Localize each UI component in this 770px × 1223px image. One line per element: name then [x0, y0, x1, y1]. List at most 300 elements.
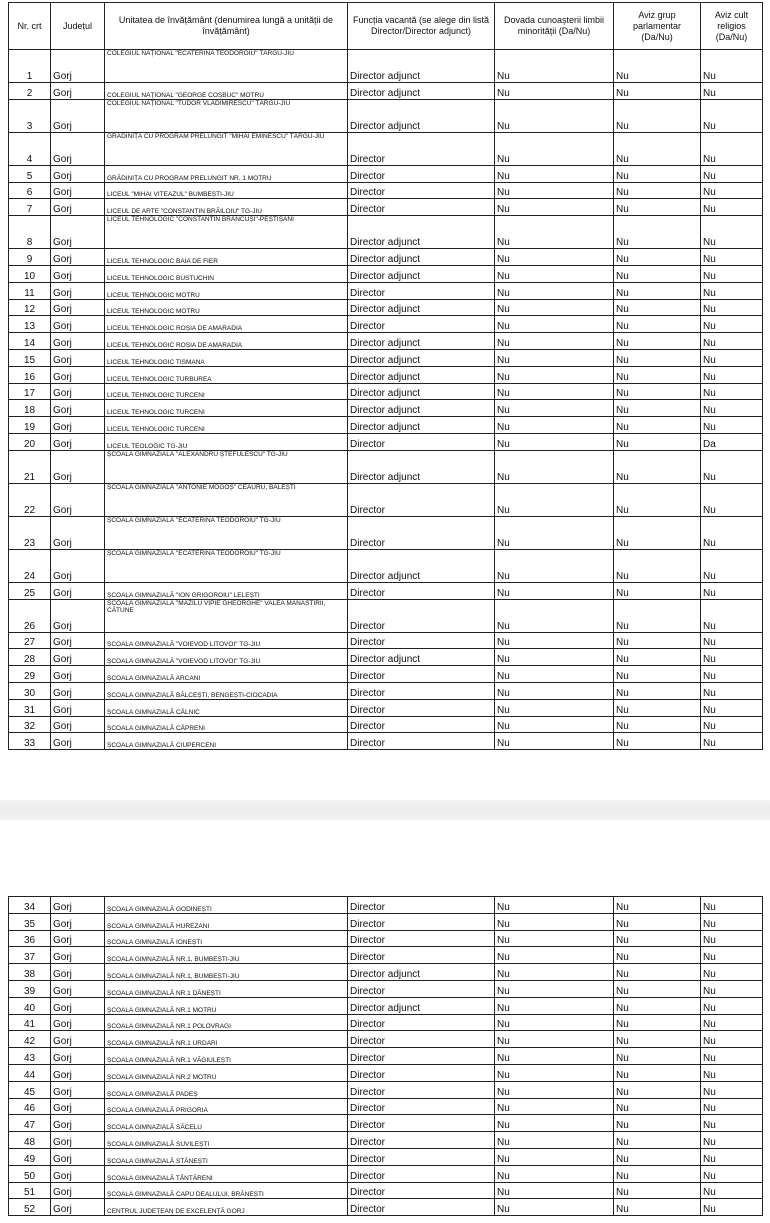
- cell-aviz-grup: Nu: [614, 366, 701, 383]
- cell-nr: 22: [9, 483, 51, 516]
- cell-judet: Gorj: [51, 316, 105, 333]
- cell-unitate: ȘCOALA GIMNAZIALĂ "MAZILU VIPIE GHEORGHE" VALEA MĂNĂSTIRII, CĂTUNE: [105, 599, 348, 632]
- cell-nr: 31: [9, 699, 51, 716]
- cell-nr: 48: [9, 1132, 51, 1149]
- cell-aviz-grup: Nu: [614, 1048, 701, 1065]
- table-row: [9, 1199, 763, 1216]
- cell-judet: Gorj: [51, 716, 105, 733]
- cell-nr: 1: [9, 50, 51, 83]
- cell-nr: 23: [9, 516, 51, 549]
- cell-unitate: LICEUL TEHNOLOGIC TURCENI: [105, 383, 348, 400]
- cell-dovada: Nu: [495, 483, 614, 516]
- table-row: [9, 599, 763, 632]
- cell-judet: Gorj: [51, 1098, 105, 1115]
- cell-aviz-grup: Nu: [614, 913, 701, 930]
- cell-unitate: ȘCOALA GIMNAZIALĂ NR.1 VĂGIULEȘTI: [105, 1048, 348, 1065]
- cell-aviz-grup: Nu: [614, 265, 701, 282]
- cell-functie: Director adjunct: [348, 450, 495, 483]
- cell-aviz-grup: Nu: [614, 1182, 701, 1199]
- cell-nr: 43: [9, 1048, 51, 1065]
- cell-dovada: Nu: [495, 1081, 614, 1098]
- cell-aviz-grup: Nu: [614, 249, 701, 266]
- table-row: [9, 1148, 763, 1165]
- cell-aviz-grup: Nu: [614, 599, 701, 632]
- table-row: [9, 83, 763, 100]
- header-dovada: Dovada cunoașterii limbii minorității (Da/Nu): [495, 3, 614, 50]
- table-row: [9, 682, 763, 699]
- cell-functie: Director adjunct: [348, 216, 495, 249]
- cell-functie: Director adjunct: [348, 50, 495, 83]
- cell-judet: Gorj: [51, 1165, 105, 1182]
- cell-nr: 37: [9, 947, 51, 964]
- table-row: [9, 913, 763, 930]
- cell-dovada: Nu: [495, 930, 614, 947]
- cell-aviz-grup: Nu: [614, 516, 701, 549]
- cell-dovada: Nu: [495, 599, 614, 632]
- cell-nr: 4: [9, 132, 51, 165]
- cell-aviz-cult: Nu: [701, 599, 763, 632]
- cell-aviz-cult: Nu: [701, 549, 763, 582]
- cell-nr: 34: [9, 897, 51, 914]
- cell-dovada: Nu: [495, 1048, 614, 1065]
- cell-judet: Gorj: [51, 1148, 105, 1165]
- cell-unitate: LICEUL TEHNOLOGIC MOTRU: [105, 299, 348, 316]
- cell-unitate: ȘCOALA GIMNAZIALĂ NR.1, BUMBEȘTI-JIU: [105, 964, 348, 981]
- cell-unitate: ȘCOALA GIMNAZIALĂ NR.1, BUMBEȘTI-JIU: [105, 947, 348, 964]
- table-row: [9, 1048, 763, 1065]
- cell-aviz-grup: Nu: [614, 897, 701, 914]
- cell-dovada: Nu: [495, 316, 614, 333]
- cell-aviz-cult: Nu: [701, 1165, 763, 1182]
- cell-aviz-grup: Nu: [614, 1115, 701, 1132]
- cell-unitate: LICEUL TEHNOLOGIC TURCENI: [105, 417, 348, 434]
- cell-aviz-cult: Nu: [701, 930, 763, 947]
- cell-nr: 20: [9, 433, 51, 450]
- cell-judet: Gorj: [51, 997, 105, 1014]
- header-unitatea: Unitatea de învățământ (denumirea lungă a unității de învățământ): [105, 3, 348, 50]
- cell-aviz-grup: Nu: [614, 417, 701, 434]
- cell-unitate: LICEUL TEHNOLOGIC TURCENI: [105, 400, 348, 417]
- cell-aviz-grup: Nu: [614, 1132, 701, 1149]
- cell-aviz-grup: Nu: [614, 349, 701, 366]
- cell-unitate: ȘCOALA GIMNAZIALĂ CĂLNIC: [105, 699, 348, 716]
- cell-judet: Gorj: [51, 930, 105, 947]
- table-row: [9, 1014, 763, 1031]
- cell-dovada: Nu: [495, 716, 614, 733]
- cell-functie: Director adjunct: [348, 333, 495, 350]
- cell-dovada: Nu: [495, 417, 614, 434]
- cell-aviz-grup: Nu: [614, 316, 701, 333]
- cell-dovada: Nu: [495, 265, 614, 282]
- table-row: [9, 299, 763, 316]
- cell-aviz-grup: Nu: [614, 216, 701, 249]
- cell-unitate: ȘCOALA GIMNAZIALĂ "ALEXANDRU ȘTEFULESCU" TG-JIU: [105, 450, 348, 483]
- cell-aviz-cult: Nu: [701, 649, 763, 666]
- cell-judet: Gorj: [51, 733, 105, 750]
- cell-dovada: Nu: [495, 50, 614, 83]
- cell-unitate: ȘCOALA GIMNAZIALĂ GODINEȘTI: [105, 897, 348, 914]
- table-row: [9, 649, 763, 666]
- cell-aviz-grup: Nu: [614, 964, 701, 981]
- cell-dovada: Nu: [495, 649, 614, 666]
- cell-dovada: Nu: [495, 400, 614, 417]
- cell-functie: Director: [348, 516, 495, 549]
- cell-nr: 42: [9, 1031, 51, 1048]
- cell-nr: 19: [9, 417, 51, 434]
- table-row: [9, 716, 763, 733]
- cell-judet: Gorj: [51, 699, 105, 716]
- cell-dovada: Nu: [495, 333, 614, 350]
- cell-judet: Gorj: [51, 549, 105, 582]
- cell-unitate: ȘCOALA GIMNAZIALĂ "ECATERINA TEODOROIU" TG-JIU: [105, 516, 348, 549]
- cell-functie: Director: [348, 316, 495, 333]
- table-row: [9, 947, 763, 964]
- cell-judet: Gorj: [51, 417, 105, 434]
- cell-dovada: Nu: [495, 1014, 614, 1031]
- cell-unitate: ȘCOALA GIMNAZIALĂ "ION GRIGOROIU" LELEȘTI: [105, 582, 348, 599]
- cell-unitate: ȘCOALA GIMNAZIALĂ NR.1 POLOVRAGI: [105, 1014, 348, 1031]
- cell-judet: Gorj: [51, 1048, 105, 1065]
- cell-aviz-grup: Nu: [614, 333, 701, 350]
- cell-aviz-cult: Nu: [701, 716, 763, 733]
- cell-aviz-cult: Nu: [701, 980, 763, 997]
- cell-aviz-grup: Nu: [614, 549, 701, 582]
- table-row: [9, 282, 763, 299]
- cell-judet: Gorj: [51, 964, 105, 981]
- cell-aviz-cult: Nu: [701, 1014, 763, 1031]
- cell-nr: 11: [9, 282, 51, 299]
- cell-aviz-cult: Nu: [701, 99, 763, 132]
- cell-nr: 14: [9, 333, 51, 350]
- cell-functie: Director: [348, 682, 495, 699]
- cell-functie: Director: [348, 897, 495, 914]
- cell-unitate: LICEUL TEHNOLOGIC "CONSTANTIN BRÂNCUȘI"-PEȘTIȘANI: [105, 216, 348, 249]
- cell-aviz-cult: Nu: [701, 1064, 763, 1081]
- cell-nr: 25: [9, 582, 51, 599]
- cell-nr: 12: [9, 299, 51, 316]
- table-row: [9, 417, 763, 434]
- cell-aviz-grup: Nu: [614, 682, 701, 699]
- cell-unitate: COLEGIUL NAȚIONAL "TUDOR VLADIMIRESCU" TÂRGU-JIU: [105, 99, 348, 132]
- cell-functie: Director: [348, 1182, 495, 1199]
- cell-judet: Gorj: [51, 1199, 105, 1216]
- cell-unitate: ȘCOALA GIMNAZIALĂ ARCANI: [105, 666, 348, 683]
- cell-functie: Director: [348, 182, 495, 199]
- cell-aviz-cult: Nu: [701, 632, 763, 649]
- cell-aviz-cult: Nu: [701, 199, 763, 216]
- cell-aviz-cult: Nu: [701, 682, 763, 699]
- cell-functie: Director: [348, 980, 495, 997]
- cell-dovada: Nu: [495, 1098, 614, 1115]
- cell-unitate: LICEUL TEHNOLOGIC MOTRU: [105, 282, 348, 299]
- cell-dovada: Nu: [495, 582, 614, 599]
- cell-judet: Gorj: [51, 516, 105, 549]
- cell-dovada: Nu: [495, 216, 614, 249]
- cell-aviz-cult: Nu: [701, 249, 763, 266]
- cell-aviz-grup: Nu: [614, 980, 701, 997]
- cell-aviz-cult: Nu: [701, 1098, 763, 1115]
- cell-functie: Director: [348, 930, 495, 947]
- table-row: [9, 165, 763, 182]
- cell-aviz-cult: Nu: [701, 282, 763, 299]
- table-row: [9, 699, 763, 716]
- cell-dovada: Nu: [495, 282, 614, 299]
- cell-unitate: LICEUL TEHNOLOGIC BAIA DE FIER: [105, 249, 348, 266]
- cell-judet: Gorj: [51, 299, 105, 316]
- cell-aviz-grup: Nu: [614, 299, 701, 316]
- cell-dovada: Nu: [495, 132, 614, 165]
- cell-aviz-grup: Nu: [614, 699, 701, 716]
- cell-functie: Director adjunct: [348, 99, 495, 132]
- cell-aviz-cult: Nu: [701, 1115, 763, 1132]
- cell-functie: Director: [348, 132, 495, 165]
- cell-unitate: ȘCOALA GIMNAZIALĂ PRIGORIA: [105, 1098, 348, 1115]
- cell-aviz-grup: Nu: [614, 1148, 701, 1165]
- cell-nr: 49: [9, 1148, 51, 1165]
- cell-aviz-grup: Nu: [614, 930, 701, 947]
- cell-functie: Director: [348, 1031, 495, 1048]
- cell-dovada: Nu: [495, 1031, 614, 1048]
- cell-unitate: LICEUL TEOLOGIC TG-JIU: [105, 433, 348, 450]
- cell-unitate: ȘCOALA GIMNAZIALĂ NR.1 URDARI: [105, 1031, 348, 1048]
- cell-unitate: ȘCOALA GIMNAZIALĂ BĂLCEȘTI, BENGEȘTI-CIOCADIA: [105, 682, 348, 699]
- cell-unitate: CENTRUL JUDEȚEAN DE EXCELENȚĂ GORJ: [105, 1199, 348, 1216]
- cell-nr: 28: [9, 649, 51, 666]
- cell-unitate: ȘCOALA GIMNAZIALĂ HUREZANI: [105, 913, 348, 930]
- cell-aviz-cult: Nu: [701, 316, 763, 333]
- cell-functie: Director adjunct: [348, 997, 495, 1014]
- cell-functie: Director: [348, 947, 495, 964]
- cell-aviz-cult: Nu: [701, 666, 763, 683]
- cell-nr: 33: [9, 733, 51, 750]
- header-aviz-grup: Aviz grup parlamentar (Da/Nu): [614, 3, 701, 50]
- table-row: [9, 333, 763, 350]
- cell-dovada: Nu: [495, 699, 614, 716]
- cell-nr: 9: [9, 249, 51, 266]
- table-row: [9, 666, 763, 683]
- cell-aviz-grup: Nu: [614, 199, 701, 216]
- cell-nr: 17: [9, 383, 51, 400]
- cell-aviz-cult: Nu: [701, 132, 763, 165]
- cell-functie: Director adjunct: [348, 549, 495, 582]
- cell-nr: 13: [9, 316, 51, 333]
- table-row: [9, 216, 763, 249]
- cell-functie: Director: [348, 1098, 495, 1115]
- table-row: [9, 400, 763, 417]
- cell-aviz-cult: Nu: [701, 1031, 763, 1048]
- cell-functie: Director adjunct: [348, 83, 495, 100]
- cell-judet: Gorj: [51, 1014, 105, 1031]
- table-row: [9, 99, 763, 132]
- cell-dovada: Nu: [495, 165, 614, 182]
- cell-unitate: COLEGIUL NAȚIONAL "ECATERINA TEODOROIU" TÂRGU-JIU: [105, 50, 348, 83]
- cell-aviz-cult: Nu: [701, 964, 763, 981]
- cell-aviz-grup: Nu: [614, 666, 701, 683]
- cell-dovada: Nu: [495, 182, 614, 199]
- cell-functie: Director: [348, 913, 495, 930]
- cell-judet: Gorj: [51, 265, 105, 282]
- cell-unitate: ȘCOALA GIMNAZIALĂ STĂNEȘTI: [105, 1148, 348, 1165]
- cell-dovada: Nu: [495, 516, 614, 549]
- cell-functie: Director: [348, 1048, 495, 1065]
- cell-judet: Gorj: [51, 50, 105, 83]
- cell-dovada: Nu: [495, 1132, 614, 1149]
- cell-judet: Gorj: [51, 132, 105, 165]
- cell-functie: Director: [348, 632, 495, 649]
- cell-nr: 38: [9, 964, 51, 981]
- cell-functie: Director: [348, 1148, 495, 1165]
- cell-dovada: Nu: [495, 83, 614, 100]
- cell-unitate: GRĂDINIȚA CU PROGRAM PRELUNGIT "MIHAI EMINESCU" TÂRGU-JIU: [105, 132, 348, 165]
- vacancies-table-page-2: [8, 896, 763, 1216]
- cell-aviz-grup: Nu: [614, 1098, 701, 1115]
- cell-judet: Gorj: [51, 582, 105, 599]
- cell-nr: 52: [9, 1199, 51, 1216]
- table-row: [9, 1064, 763, 1081]
- cell-aviz-cult: Nu: [701, 450, 763, 483]
- cell-functie: Director: [348, 1199, 495, 1216]
- cell-unitate: GRĂDINIȚA CU PROGRAM PRELUNGIT NR. 1 MOTRU: [105, 165, 348, 182]
- table-row: [9, 1081, 763, 1098]
- cell-nr: 29: [9, 666, 51, 683]
- cell-judet: Gorj: [51, 483, 105, 516]
- table-row: [9, 249, 763, 266]
- cell-functie: Director: [348, 699, 495, 716]
- cell-aviz-cult: Nu: [701, 699, 763, 716]
- cell-dovada: Nu: [495, 549, 614, 582]
- table-row: [9, 549, 763, 582]
- cell-functie: Director adjunct: [348, 383, 495, 400]
- cell-unitate: ȘCOALA GIMNAZIALĂ "VOIEVOD LITOVOI" TG-JIU: [105, 649, 348, 666]
- table-row: [9, 1098, 763, 1115]
- cell-aviz-grup: Nu: [614, 132, 701, 165]
- cell-aviz-grup: Nu: [614, 99, 701, 132]
- cell-aviz-cult: Nu: [701, 50, 763, 83]
- cell-judet: Gorj: [51, 649, 105, 666]
- cell-functie: Director: [348, 1064, 495, 1081]
- cell-dovada: Nu: [495, 299, 614, 316]
- cell-aviz-cult: Nu: [701, 582, 763, 599]
- cell-functie: Director: [348, 599, 495, 632]
- cell-nr: 3: [9, 99, 51, 132]
- cell-functie: Director: [348, 733, 495, 750]
- cell-judet: Gorj: [51, 433, 105, 450]
- cell-nr: 5: [9, 165, 51, 182]
- cell-aviz-cult: Nu: [701, 483, 763, 516]
- cell-judet: Gorj: [51, 282, 105, 299]
- cell-judet: Gorj: [51, 1064, 105, 1081]
- cell-aviz-grup: Nu: [614, 50, 701, 83]
- cell-unitate: LICEUL TEHNOLOGIC ROȘIA DE AMARADIA: [105, 316, 348, 333]
- cell-aviz-cult: Nu: [701, 1182, 763, 1199]
- cell-nr: 44: [9, 1064, 51, 1081]
- cell-aviz-cult: Nu: [701, 417, 763, 434]
- table-row: [9, 366, 763, 383]
- cell-functie: Director adjunct: [348, 349, 495, 366]
- table-row: [9, 632, 763, 649]
- cell-unitate: LICEUL TEHNOLOGIC TURBUREA: [105, 366, 348, 383]
- cell-nr: 18: [9, 400, 51, 417]
- cell-functie: Director: [348, 1132, 495, 1149]
- cell-aviz-grup: Nu: [614, 1031, 701, 1048]
- table-row: [9, 199, 763, 216]
- cell-unitate: COLEGIUL NAȚIONAL "GEORGE COȘBUC" MOTRU: [105, 83, 348, 100]
- cell-judet: Gorj: [51, 1182, 105, 1199]
- page-break: [0, 800, 770, 820]
- cell-dovada: Nu: [495, 99, 614, 132]
- cell-unitate: LICEUL "MIHAI VITEAZUL" BUMBEȘTI-JIU: [105, 182, 348, 199]
- cell-aviz-cult: Nu: [701, 265, 763, 282]
- table-row: [9, 1182, 763, 1199]
- table-row: [9, 383, 763, 400]
- cell-nr: 16: [9, 366, 51, 383]
- table-row: [9, 450, 763, 483]
- cell-nr: 46: [9, 1098, 51, 1115]
- cell-judet: Gorj: [51, 182, 105, 199]
- cell-dovada: Nu: [495, 913, 614, 930]
- cell-functie: Director adjunct: [348, 400, 495, 417]
- cell-judet: Gorj: [51, 216, 105, 249]
- cell-judet: Gorj: [51, 165, 105, 182]
- cell-dovada: Nu: [495, 1148, 614, 1165]
- cell-dovada: Nu: [495, 366, 614, 383]
- cell-aviz-grup: Nu: [614, 733, 701, 750]
- cell-unitate: LICEUL TEHNOLOGIC ROȘIA DE AMARADIA: [105, 333, 348, 350]
- cell-judet: Gorj: [51, 199, 105, 216]
- cell-aviz-grup: Nu: [614, 282, 701, 299]
- cell-aviz-cult: Nu: [701, 897, 763, 914]
- cell-judet: Gorj: [51, 400, 105, 417]
- table-row: [9, 265, 763, 282]
- cell-unitate: ȘCOALA GIMNAZIALĂ "ECATERINA TEODOROIU" TG-JIU: [105, 549, 348, 582]
- table-row: [9, 897, 763, 914]
- cell-aviz-grup: Nu: [614, 1165, 701, 1182]
- cell-aviz-cult: Nu: [701, 1199, 763, 1216]
- cell-aviz-cult: Da: [701, 433, 763, 450]
- table-row: [9, 182, 763, 199]
- cell-judet: Gorj: [51, 682, 105, 699]
- header-aviz-cult: Aviz cult religios (Da/Nu): [701, 3, 763, 50]
- table-row: [9, 316, 763, 333]
- cell-unitate: ȘCOALA GIMNAZIALĂ NR.1 MOTRU: [105, 997, 348, 1014]
- cell-dovada: Nu: [495, 997, 614, 1014]
- cell-aviz-cult: Nu: [701, 913, 763, 930]
- cell-dovada: Nu: [495, 897, 614, 914]
- cell-dovada: Nu: [495, 1165, 614, 1182]
- cell-nr: 41: [9, 1014, 51, 1031]
- cell-dovada: Nu: [495, 964, 614, 981]
- cell-aviz-cult: Nu: [701, 383, 763, 400]
- cell-aviz-grup: Nu: [614, 1014, 701, 1031]
- cell-judet: Gorj: [51, 249, 105, 266]
- cell-aviz-grup: Nu: [614, 83, 701, 100]
- cell-dovada: Nu: [495, 1115, 614, 1132]
- table-header-row: [9, 3, 763, 50]
- cell-dovada: Nu: [495, 383, 614, 400]
- table-row: [9, 1031, 763, 1048]
- cell-judet: Gorj: [51, 897, 105, 914]
- cell-unitate: ȘCOALA GIMNAZIALĂ "ANTONIE MOGOȘ" CEAURU, BĂLEȘTI: [105, 483, 348, 516]
- cell-aviz-cult: Nu: [701, 333, 763, 350]
- table-row: [9, 997, 763, 1014]
- cell-aviz-cult: Nu: [701, 400, 763, 417]
- cell-nr: 51: [9, 1182, 51, 1199]
- table-row: [9, 483, 763, 516]
- cell-unitate: ȘCOALA GIMNAZIALĂ SUVILEȘTI: [105, 1132, 348, 1149]
- cell-judet: Gorj: [51, 450, 105, 483]
- cell-judet: Gorj: [51, 1132, 105, 1149]
- cell-judet: Gorj: [51, 349, 105, 366]
